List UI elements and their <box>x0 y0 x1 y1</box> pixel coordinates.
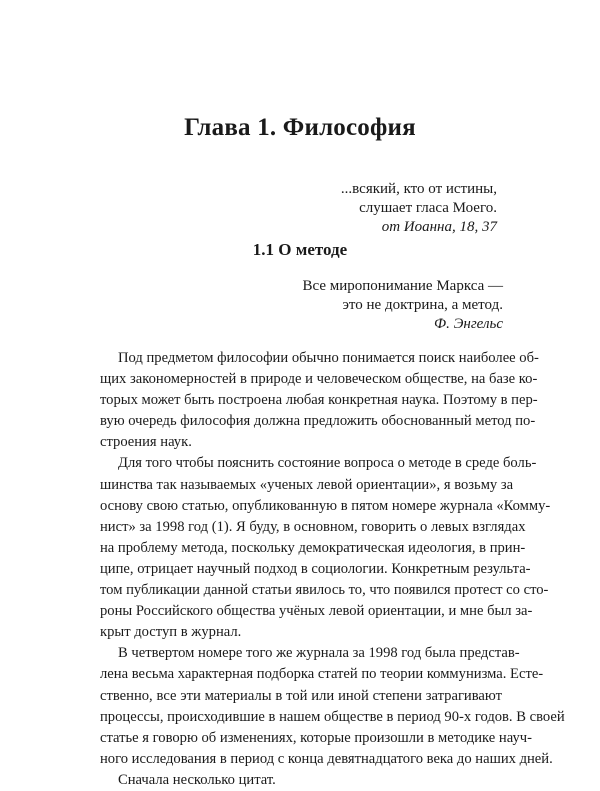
text-line: том публикации данной статьи явилось то, что появился протест со сто- <box>100 582 549 599</box>
epigraph-john <box>341 180 497 237</box>
epigraph-source: от Иоанна, 18, 37 <box>381 219 497 235</box>
text-line: Под предметом философии обычно понимается поиск наиболее об- <box>118 350 539 366</box>
text-line: ного исследования в период с конца девятнадцатого века до наших дней. <box>100 750 553 767</box>
body-text <box>100 348 565 791</box>
section-title: 1.1 О методе <box>252 240 348 259</box>
chapter-title: Глава 1. Философия <box>184 114 416 141</box>
epigraph-source: Ф. Энгельс <box>434 316 503 332</box>
text-line: роны Российского общества учёных левой ориентации, и мне был за- <box>100 603 533 620</box>
text-line: статье я говорю об изменениях, которые произошли в методике науч- <box>100 729 532 746</box>
text-line: процессы, происходившие в нашем обществе в период 90-х годов. В своей <box>100 708 565 725</box>
text-line: ственно, все эти материалы в той или иной степени затрагивают <box>100 687 502 704</box>
text-line: торых может быть построена любая конкретная наука. Поэтому в пер- <box>100 392 538 409</box>
epigraph-engels <box>302 277 503 334</box>
epigraph-line: Все миропонимание Маркса — <box>302 278 503 294</box>
epigraph-line: это не доктрина, а метод. <box>342 297 503 313</box>
text-line: шинства так называемых «ученых левой ориентации», я возьму за <box>100 476 514 493</box>
epigraph-line: ...всякий, кто от истины, <box>340 181 497 197</box>
text-line: вую очередь философия должна предложить обоснованный метод по- <box>100 413 536 430</box>
text-line: В четвертом номере того же журнала за 1998 год была представ- <box>118 645 520 662</box>
text-line: Для того чтобы пояснить состояние вопроса о методе в среде боль- <box>118 455 537 472</box>
text-line: нист» за 1998 год (1). Я буду, в основном, говорить о левых взглядах <box>100 518 526 535</box>
text-line: щих закономерностей в природе и человеческом обществе, на базе ко- <box>100 371 538 388</box>
epigraph-line: слушает гласа Моего. <box>359 200 497 216</box>
text-line: крыт доступ в журнал. <box>100 624 242 641</box>
text-line: строения наук. <box>100 434 192 451</box>
text-line: на проблему метода, поскольку демократическая идеология, в прин- <box>100 539 526 556</box>
text-line: ципе, отрицает научный подход в социологии. Конкретным результа- <box>100 560 531 577</box>
text-line: Сначала несколько цитат. <box>118 771 276 788</box>
text-line: основу свою статью, опубликованную в пятом номере журнала «Комму- <box>100 497 551 514</box>
text-line: лена весьма характерная подборка статей по теории коммунизма. Есте- <box>100 666 544 683</box>
